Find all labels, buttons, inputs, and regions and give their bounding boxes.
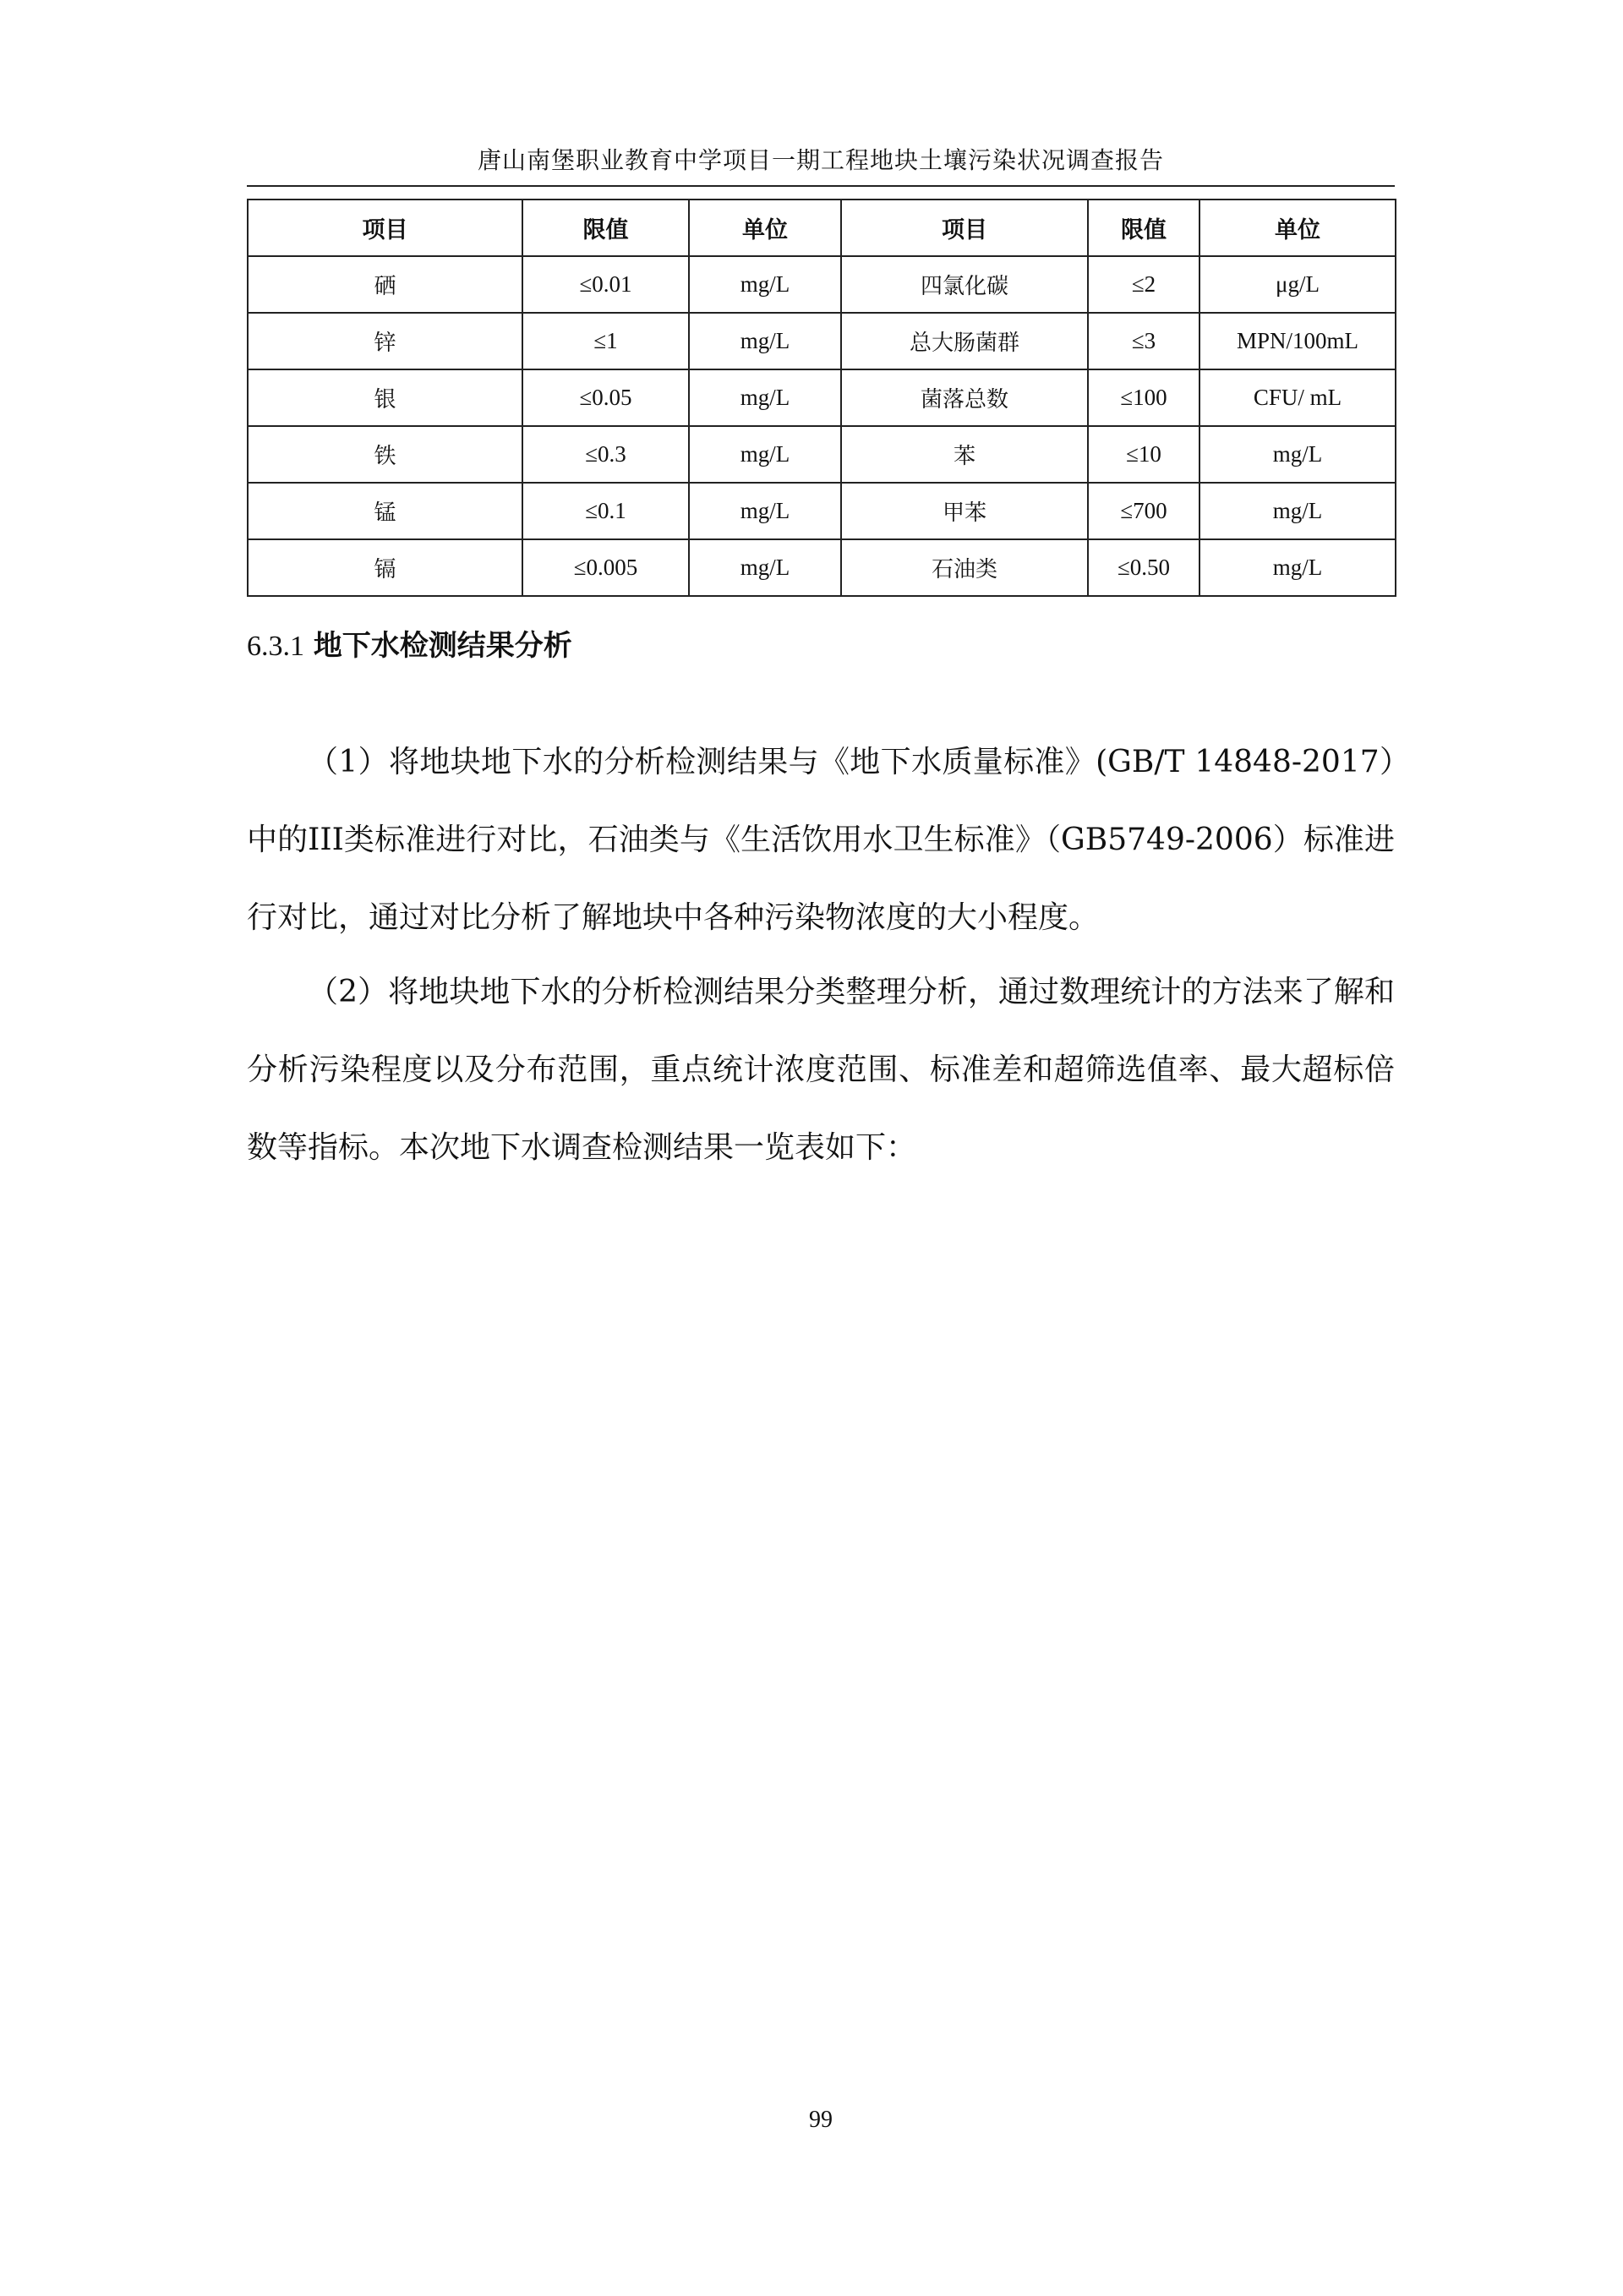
column-header-unit-2: 单位 xyxy=(1199,200,1396,256)
table-cell: ≤3 xyxy=(1088,313,1199,369)
page-number: 99 xyxy=(809,2107,833,2133)
table-row xyxy=(248,369,1396,426)
table-cell: ≤0.1 xyxy=(522,483,689,539)
table-cell: ≤100 xyxy=(1088,369,1199,426)
table-cell: mg/L xyxy=(689,256,841,313)
table-row xyxy=(248,483,1396,539)
table-cell: ≤10 xyxy=(1088,426,1199,483)
header-divider xyxy=(247,185,1395,187)
column-header-limit-2: 限值 xyxy=(1088,200,1199,256)
paragraph-statistical-analysis: （2）将地块地下水的分析检测结果分类整理分析，通过数理统计的方法来了解和分析污染程度以及分布范围，重点统计浓度范围、标准差和超筛选值率、最大超标倍数等指标。本次地下水调查检测结果一览表如下： xyxy=(247,975,1395,1165)
table-cell: 四氯化碳 xyxy=(841,256,1088,313)
table-cell: mg/L xyxy=(1199,483,1396,539)
standards-table xyxy=(247,199,1396,597)
table-cell: 苯 xyxy=(841,426,1088,483)
table-cell: μg/L xyxy=(1199,256,1396,313)
table-cell: 铁 xyxy=(248,426,522,483)
table-cell: mg/L xyxy=(689,369,841,426)
table-header-row xyxy=(248,200,1396,256)
paragraph-comparison-standards: （1）将地块地下水的分析检测结果与《地下水质量标准》(GB/T 14848-2017）中的III类标准进行对比，石油类与《生活饮用水卫生标准》（GB5749-2006）标准进行对比，通过对比分析了解地块中各种污染物浓度的大小程度。 xyxy=(247,745,1395,935)
column-header-unit: 单位 xyxy=(689,200,841,256)
table-cell: ≤0.01 xyxy=(522,256,689,313)
table-cell: 锰 xyxy=(248,483,522,539)
table-cell: 石油类 xyxy=(841,539,1088,596)
section-heading xyxy=(247,626,572,667)
table-cell: mg/L xyxy=(689,539,841,596)
table-cell: 硒 xyxy=(248,256,522,313)
table-cell: ≤0.3 xyxy=(522,426,689,483)
table-cell: ≤2 xyxy=(1088,256,1199,313)
table-cell: 总大肠菌群 xyxy=(841,313,1088,369)
table-cell: mg/L xyxy=(1199,426,1396,483)
column-header-item: 项目 xyxy=(248,200,522,256)
table-cell: 镉 xyxy=(248,539,522,596)
table-cell: ≤1 xyxy=(522,313,689,369)
table-row xyxy=(248,426,1396,483)
table-cell: mg/L xyxy=(689,483,841,539)
table-cell: CFU/ mL xyxy=(1199,369,1396,426)
table-cell: ≤0.05 xyxy=(522,369,689,426)
table-row xyxy=(248,256,1396,313)
table-cell: 菌落总数 xyxy=(841,369,1088,426)
section-title: 地下水检测结果分析 xyxy=(313,629,572,663)
table-cell: 锌 xyxy=(248,313,522,369)
table-cell: ≤0.005 xyxy=(522,539,689,596)
table-cell: MPN/100mL xyxy=(1199,313,1396,369)
page-header-title: 唐山南堡职业教育中学项目一期工程地块土壤污染状况调查报告 xyxy=(477,146,1164,174)
table-cell: 甲苯 xyxy=(841,483,1088,539)
table-row xyxy=(248,539,1396,596)
column-header-item-2: 项目 xyxy=(841,200,1088,256)
table-cell: mg/L xyxy=(689,426,841,483)
table-cell: mg/L xyxy=(689,313,841,369)
table-cell: ≤0.50 xyxy=(1088,539,1199,596)
table-cell: ≤700 xyxy=(1088,483,1199,539)
section-number: 6.3.1 xyxy=(247,631,304,662)
table-cell: 银 xyxy=(248,369,522,426)
table-cell: mg/L xyxy=(1199,539,1396,596)
column-header-limit: 限值 xyxy=(522,200,689,256)
table-row xyxy=(248,313,1396,369)
